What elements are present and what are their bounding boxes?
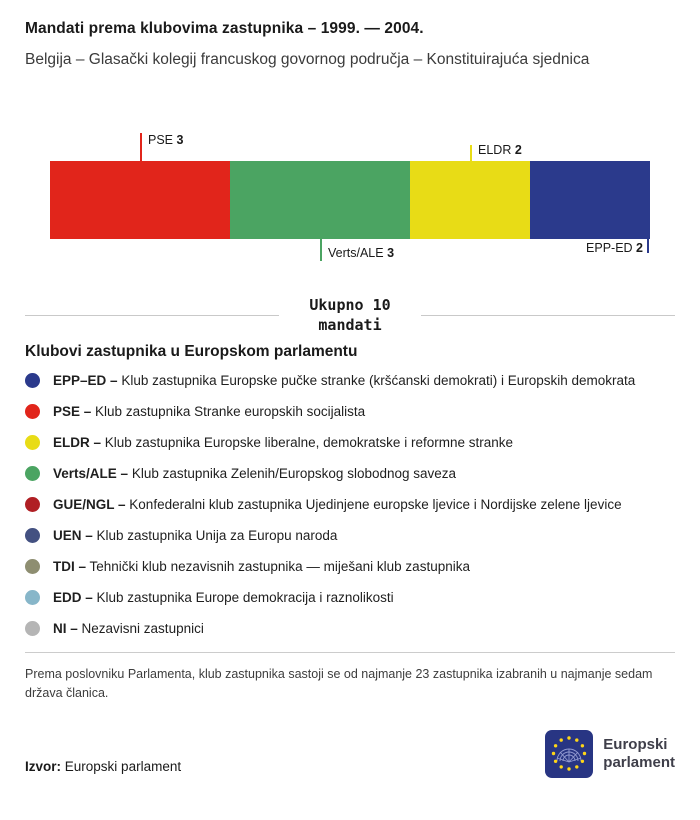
legend-color-dot (25, 404, 40, 419)
legend-abbr: ELDR – (53, 435, 102, 450)
legend-desc: Nezavisni zastupnici (81, 621, 204, 636)
verts-ale-leader-line (320, 239, 322, 261)
divider (25, 652, 675, 653)
bar-segment-epp-ed (530, 161, 650, 239)
legend-item-eldr (25, 435, 675, 450)
legend-color-dot (25, 590, 40, 605)
legend-item-epp-ed (25, 373, 675, 388)
legend-color-dot (25, 621, 40, 636)
segment-value-verts-ale: 3 (387, 246, 395, 260)
legend-abbr: PSE – (53, 404, 92, 419)
legend-item-uen (25, 528, 675, 543)
european-parliament-logo (545, 730, 675, 778)
total-line-1: Ukupno 10 (309, 296, 391, 314)
ep-logo-line-2: parlament (603, 753, 675, 771)
page-title: Mandati prema klubovima zastupnika – 1999. — 2004. (25, 20, 424, 37)
source-label: Izvor: (25, 758, 62, 774)
bar-label-verts-ale (328, 246, 394, 260)
segment-name-verts-ale: Verts/ALE (328, 246, 384, 260)
legend-abbr: Verts/ALE – (53, 466, 129, 481)
bar-label-eldr (478, 143, 522, 157)
stacked-bar (50, 161, 650, 239)
legend-abbr: GUE/NGL – (53, 497, 126, 512)
legend-item-tdi (25, 559, 675, 574)
legend-color-dot (25, 528, 40, 543)
right-rule (421, 315, 675, 316)
ep-logo-text (603, 736, 675, 772)
bar-label-epp-ed (586, 241, 643, 255)
total-mandates-label (309, 296, 390, 335)
legend-heading: Klubovi zastupnika u Europskom parlamentu (25, 343, 358, 360)
ep-logo-line-1: Europski (603, 735, 668, 753)
legend-desc: Klub zastupnika Europske liberalne, demokratske i reformne stranke (104, 435, 513, 450)
page-subtitle: Belgija – Glasački kolegij francuskog govornog područja – Konstituirajuća sjednica (25, 51, 590, 68)
source-text: Europski parlament (64, 758, 182, 774)
legend-item-pse (25, 404, 675, 419)
legend-item-edd (25, 590, 675, 605)
bar-label-pse (148, 133, 183, 147)
eldr-leader-line (470, 145, 472, 161)
bar-segment-eldr (410, 161, 530, 239)
pse-leader-line (140, 133, 142, 161)
total-line-2: mandati (318, 315, 382, 334)
legend-desc: Klub zastupnika Zelenih/Europskog slobodnog saveza (131, 466, 457, 481)
mandates-stacked-bar-chart (25, 129, 675, 274)
legend-desc: Klub zastupnika Unija za Europu naroda (96, 528, 338, 543)
segment-name-epp-ed: EPP-ED (586, 241, 633, 255)
segment-name-eldr: ELDR (478, 143, 512, 157)
legend-abbr: NI – (53, 621, 78, 636)
left-rule (25, 315, 279, 316)
ep-logo-icon (545, 730, 593, 778)
footnote: Prema poslovniku Parlamenta, klub zastupnika sastoji se od najmanje 23 zastupnika izabranih u najmanje sedam država članica. (25, 667, 653, 701)
legend-desc: Klub zastupnika Europske pučke stranke (kršćanski demokrati) i Europskih demokrata (121, 373, 636, 388)
epp-ed-leader-line (647, 239, 649, 253)
footer (25, 730, 675, 778)
legend-color-dot (25, 497, 40, 512)
legend-abbr: UEN – (53, 528, 93, 543)
legend-abbr: TDI – (53, 559, 87, 574)
legend-desc: Klub zastupnika Europe demokracija i raznolikosti (96, 590, 394, 605)
segment-value-pse: 3 (176, 133, 184, 147)
legend-color-dot (25, 466, 40, 481)
total-mandates-row (25, 296, 675, 335)
segment-value-eldr: 2 (514, 143, 522, 157)
legend-desc: Klub zastupnika Stranke europskih socijalista (95, 404, 366, 419)
legend (25, 373, 675, 636)
legend-desc: Tehnički klub nezavisnih zastupnika — miješani klub zastupnika (89, 559, 470, 574)
bar-segment-verts-ale (230, 161, 410, 239)
legend-abbr: EPP–ED – (53, 373, 118, 388)
legend-abbr: EDD – (53, 590, 93, 605)
legend-item-gue-ngl (25, 497, 675, 512)
bar-segment-pse (50, 161, 230, 239)
segment-name-pse: PSE (148, 133, 174, 147)
legend-item-ni (25, 621, 675, 636)
legend-desc: Konfederalni klub zastupnika Ujedinjene europske ljevice i Nordijske zelene ljevice (129, 497, 622, 512)
source (25, 759, 181, 774)
legend-item-verts-ale (25, 466, 675, 481)
legend-color-dot (25, 373, 40, 388)
segment-value-epp-ed: 2 (636, 241, 643, 255)
legend-color-dot (25, 435, 40, 450)
legend-color-dot (25, 559, 40, 574)
